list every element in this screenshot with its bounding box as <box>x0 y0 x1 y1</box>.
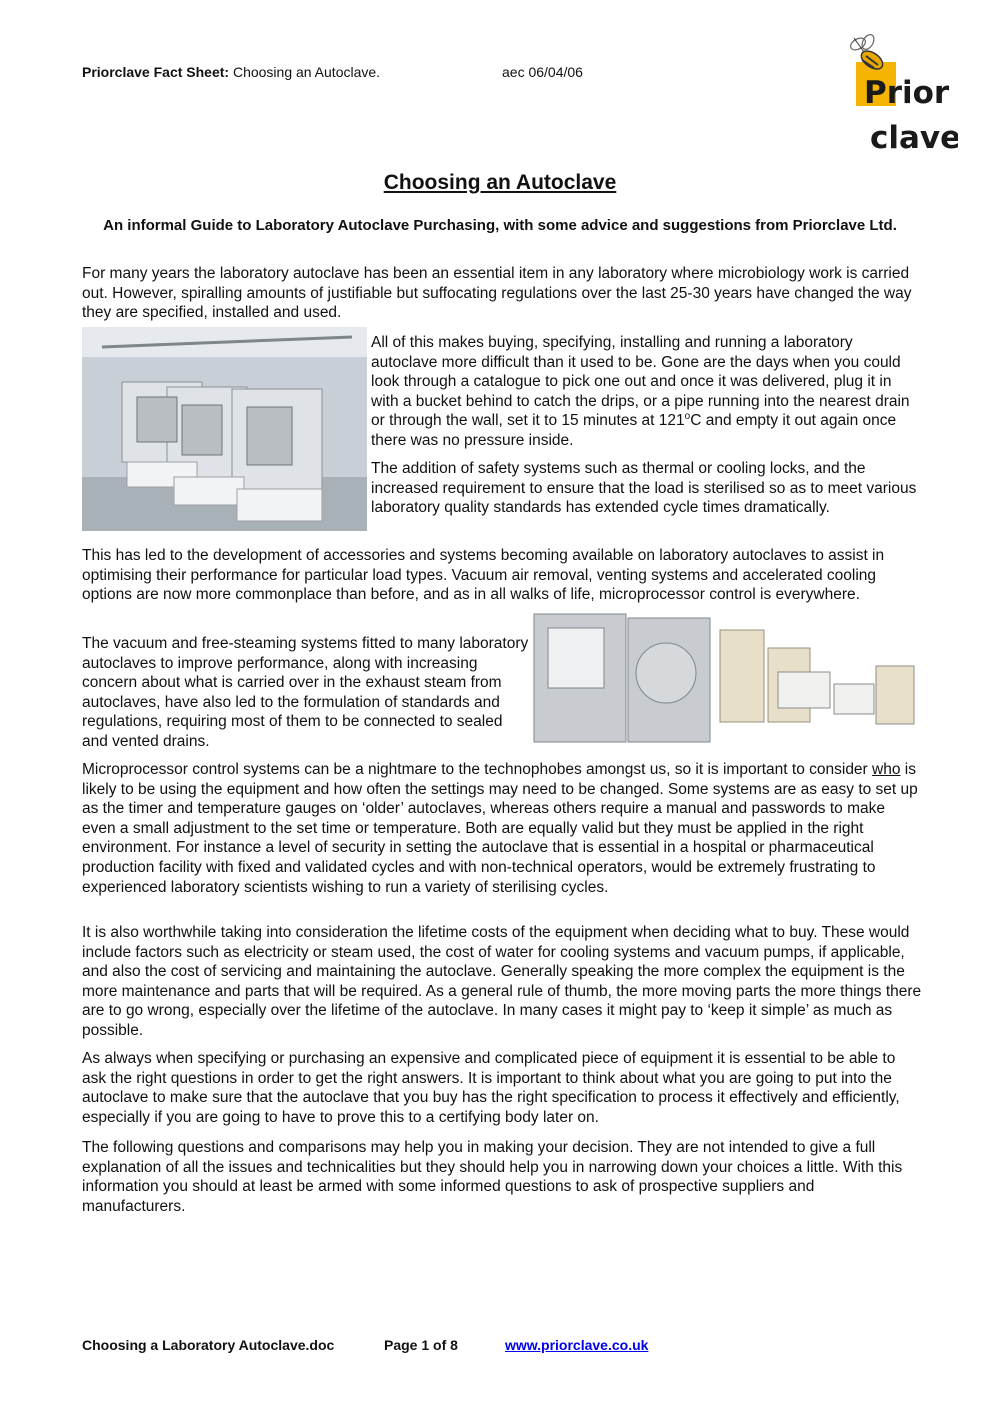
footer-website-link[interactable]: www.priorclave.co.uk <box>505 1337 649 1353</box>
paragraph-lifetime-costs: It is also worthwhile taking into consideration the lifetime costs of the equipment when deciding what to buy. These would include factors such as electricity or steam used, the cost of water for cooling systems and vacuum pumps, if applicable, and also the cost of servicing and maintaining the autoclave. Generally speaking the more complex the equipment is the more maintenance and parts that will be required. As a general rule of thumb, the more moving parts the more things there are to go wrong, especially over the lifetime of the autoclave. In many cases it might pay to ‘keep it simple’ as much as possible. <box>82 924 922 1039</box>
paragraph-intro: For many years the laboratory autoclave has been an essential item in any laboratory where microbiology work is carried out. However, spiralling amounts of justifiable but suffocating regulations over the last 25-30 years have changed the way they are specified, installed and used. <box>82 265 912 322</box>
header-date: aec 06/04/06 <box>502 64 583 80</box>
page-subtitle: An informal Guide to Laboratory Autoclave Purchasing, with some advice and suggestions from Priorclave Ltd. <box>103 217 897 234</box>
paragraph-right-questions: As always when specifying or purchasing an expensive and complicated piece of equipment it is essential to be able to ask the right questions in order to get the right answers. It is important to think about what you are going to put into the autoclave to make sure that the autoclave that you buy has the right specification to process it effectively and efficiently, especially if you are going to have to prove this to a certifying body later on. <box>82 1050 900 1126</box>
page-title: Choosing an Autoclave <box>383 171 617 194</box>
autoclave-room-photo <box>82 327 367 531</box>
priorclave-logo <box>838 30 958 158</box>
logo-text-prior: Prior <box>864 75 950 111</box>
paragraph-difficulty-text-a: All of this makes buying, specifying, installing and running a laboratory autoclave more difficult than it used to be. Gone are the days when you could look through a catalogue to pick one out and once it was delivered, plug it in with a bucket behind to catch the drips, or a pipe running into the nearest drain or through the wall, set it to 15 minutes at 121 <box>371 334 910 430</box>
header-label: Priorclave Fact Sheet: <box>82 64 230 80</box>
bee-logo-icon <box>838 30 958 158</box>
paragraph-difficulty <box>371 333 923 451</box>
paragraph-vacuum-systems: The vacuum and free-steaming systems fitted to many laboratory autoclaves to improve performance, along with increasing concern about what is carried over in the exhaust steam from autoclaves, have also led to the formulation of standards and regulations, requiring most of them to be connected to sealed and vented drains. <box>82 635 529 750</box>
degree-superscript: o <box>684 411 691 423</box>
footer-page-number: Page 1 of 8 <box>384 1337 458 1353</box>
logo-text-clave: clave <box>870 120 958 156</box>
paragraph-safety-systems: The addition of safety systems such as thermal or cooling locks, and the increased requirement to ensure that the load is sterilised so as to meet various laboratory quality standards has extended cycle times dramatically. <box>371 460 917 517</box>
paragraph-difficulty-text-b: C and empty it out again once there was no pressure inside. <box>371 412 897 449</box>
footer-doc-name: Choosing a Laboratory Autoclave.doc <box>82 1337 335 1353</box>
header-doc-title: Choosing an Autoclave. <box>229 64 381 80</box>
autoclave-range-photo <box>528 608 920 748</box>
underlined-who: who <box>872 761 901 778</box>
paragraph-following-questions: The following questions and comparisons may help you in making your decision. They are not intended to give a full explanation of all the issues and technicalities but they should help you in narrowing down your choices a little. With this information you should at least be armed with some informed questions to ask of prospective suppliers and manufacturers. <box>82 1139 903 1215</box>
paragraph-microprocessor-text-a: Microprocessor control systems can be a nightmare to the technophobes amongst us, so it is important to consider <box>82 761 873 778</box>
paragraph-accessories: This has led to the development of accessories and systems becoming available on laboratory autoclaves to assist in optimising their performance for particular load types. Vacuum air removal, venting systems and accelerated cooling options are now more commonplace than before, and as in all walks of life, microprocessor control is everywhere. <box>82 547 885 604</box>
paragraph-microprocessor-text-b: is likely to be using the equipment and how often the settings may need to be changed. Some systems are as easy to set up as the timer and temperature gauges on ‘older’ autoclaves, whereas others require a manual and passwords to make even a small adjustment to the set time or temperature. Both are equally valid but they must be applied in the right environment. For instance a level of security in setting the autoclave that is essential in a hospital or pharmaceutical production facility with fixed and validated cycles and with non-technical operators, would be extremely frustrating to experienced laboratory scientists wishing to run a variety of sterilising cycles. <box>82 761 918 896</box>
paragraph-microprocessor-control <box>82 760 922 897</box>
page-header <box>82 64 583 80</box>
